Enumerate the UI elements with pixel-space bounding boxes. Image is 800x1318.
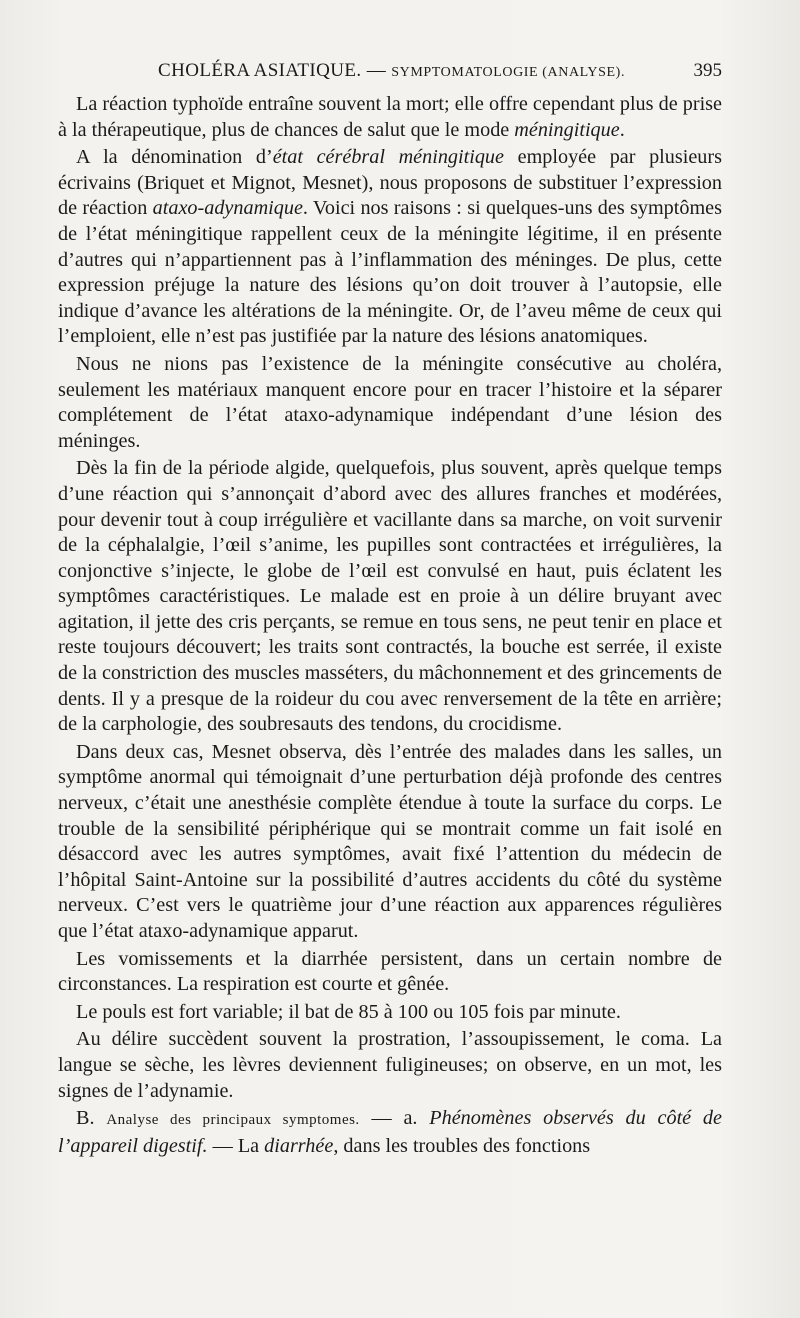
paragraph (58, 456, 722, 738)
paragraph (58, 740, 722, 945)
text-run: A la dénomination d’ (76, 146, 273, 169)
paragraph (58, 1000, 722, 1026)
running-title-section: SYMPTOMATOLOGIE (ANALYSE). (391, 65, 626, 80)
text-run: — La (207, 1134, 265, 1157)
text-run: Au délire succèdent souvent la prostration, l’assoupissement, le coma. La langue se sèche, les lèvres deviennent fuligineuses; on observe, en un mot, les signes de l’adynamie. (58, 1028, 722, 1102)
text-run: , dans les troubles des fonctions (333, 1134, 591, 1157)
text-run: B. (76, 1107, 107, 1130)
text-run: . (619, 118, 625, 141)
italic-text: méningitique (514, 118, 620, 141)
text-run: La réaction typhoïde entraîne souvent la mort; elle offre cependant plus de prise à la thérapeutique, plus de chances de salut que le mode (58, 93, 722, 141)
body-text (58, 92, 722, 1159)
text-run: Nous ne nions pas l’existence de la méningite consécutive au choléra, seulement les matériaux manquent encore pour en tracer l’histoire et la séparer complétement de l’état ataxo-adynamique indépendant d’une lésion des méninges. (58, 352, 722, 452)
running-title-dash: — (361, 60, 392, 81)
running-title-main: CHOLÉRA ASIATIQUE. (158, 60, 362, 81)
running-header (58, 58, 722, 88)
paragraph (58, 92, 722, 143)
text-run: — a. (359, 1107, 430, 1130)
italic-text: état cérébral méningitique (272, 146, 504, 169)
text-run: employée par plusieurs écrivains (Briquet et Mignot, Mesnet), nous proposons de substituer l’expression de réaction (58, 146, 722, 220)
text-run: Dans deux cas, Mesnet observa, dès l’entrée des malades dans les salles, un symptôme anormal qui témoignait d’une perturbation déjà profonde des centres nerveux, c’était une anesthésie complète étendue à toute la surface du corps. Le trouble de la sensibilité périphérique qui se montrait comme un fait isolé en désaccord avec les autres symptômes, avait fixé l’attention du médecin de l’hôpital Saint-Antoine sur la possibilité d’autres accidents du côté du système nerveux. C’est vers le quatrième jour d’une réaction aux apparences régulières que l’état ataxo-adynamique apparut. (58, 740, 722, 942)
paragraph (58, 352, 722, 454)
small-caps-text: Analyse des principaux symptomes. (106, 1112, 360, 1129)
paragraph (58, 1106, 722, 1159)
paragraph (58, 145, 722, 350)
text-run: Dès la fin de la période algide, quelquefois, plus souvent, après quelque temps d’une réaction qui s’annonçait d’abord avec des allures franches et modérées, pour devenir tout à coup irrégulière et vacillante dans sa marche, on voit survenir de la céphalalgie, l’œil s’anime, les pupilles sont contractées et irrégulières, la conjonctive s’injecte, le globe de l’œil est convulsé en haut, puis éclatent les symptômes caractéristiques. Le malade est en proie à un délire bruyant avec agitation, il jette des cris perçants, se remue en tous sens, ne peut tenir en place et reste toujours découvert; les traits sont contractés, la bouche est serrée, il existe de la constriction des muscles masséters, du mâchonnement et des grincements de dents. Il y a presque de la roideur du cou avec renversement de la tête en arrière; de la carphologie, des soubresauts des tendons, du crocidisme. (58, 457, 722, 736)
paragraph (58, 947, 722, 998)
italic-text: ataxo-adynamique (152, 197, 303, 220)
paragraph (58, 1027, 722, 1104)
running-title (158, 60, 625, 82)
italic-text: Phénomènes observés du côté de l’appareil digestif. (58, 1107, 722, 1157)
text-run: Le pouls est fort variable; il bat de 85 à 100 ou 105 fois par minute. (76, 1000, 621, 1023)
text-run: . Voici nos raisons : si quelques-uns des symptômes de l’état méningitique rappellent ceux de la méningite légitime, il en présente d’autres qui n’appartiennent pas à l’inflammation des méninges. De plus, cette expression préjuge la nature des lésions qu’on doit trouver à l’autopsie, elle indique d’avance les altérations de la méningite. Or, de l’aveu même de ceux qui l’emploient, elle n’est pas justifiée par la nature des lésions anatomiques. (58, 197, 722, 348)
page-number: 395 (693, 60, 722, 81)
italic-text: diarrhée (264, 1134, 334, 1157)
text-run: Les vomissements et la diarrhée persistent, dans un certain nombre de circonstances. La respiration est courte et gênée. (58, 947, 722, 996)
